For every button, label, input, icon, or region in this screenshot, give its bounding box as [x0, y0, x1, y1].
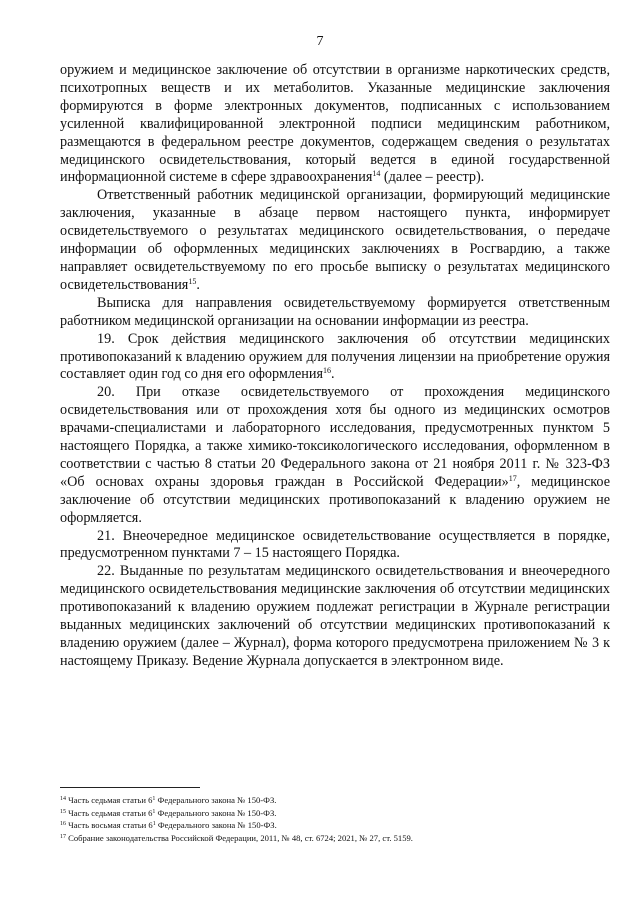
- paragraph: [60, 331, 610, 385]
- footnote-ref: 1: [152, 821, 156, 828]
- footnote: [60, 794, 610, 807]
- footnote-ref: 14: [372, 169, 381, 179]
- paragraph: [60, 528, 610, 564]
- document-body: [60, 62, 610, 671]
- paragraph: [60, 295, 610, 331]
- footnote-separator: [60, 787, 200, 788]
- text-run: Выписка для направления освидетельствуемому формируется ответственным работником медицинской организации на основании информации из реестра.: [60, 294, 610, 329]
- paragraph: [60, 384, 610, 527]
- text-run: Собрание законодательства Российской Федерации, 2011, № 48, ст. 6724; 2021, № 27, ст. 5159.: [68, 832, 413, 843]
- footnote-ref: 15: [188, 276, 197, 286]
- text-run: Федерального закона № 150-ФЗ.: [155, 820, 277, 831]
- footnote: [60, 832, 610, 845]
- footnote-ref: 17: [508, 473, 517, 483]
- text-run: Часть седьмая статьи 6: [68, 807, 153, 818]
- text-run: 20. При отказе освидетельствуемого от прохождения медицинского освидетельствования или от прохождения хотя бы одного из медицинских осмотров врачами-специалистами и лабораторного исследования, предусмотренных пунктом 5 настоящего Порядка, а также химико-токсикологического исследования, оформленном в соответствии с частью 8 статьи 20 Федерального закона от 21 ноября 2011 г. № 323-ФЗ «Об основах охраны здоровья граждан в Российской Федерации»: [60, 384, 610, 490]
- text-run: (далее – реестр).: [380, 169, 485, 186]
- footnote-number: 15: [60, 808, 66, 815]
- footnote: [60, 819, 610, 832]
- text-run: , медицинское заключение об отсутствии медицинских противопоказаний к владению оружием не оформляется.: [60, 473, 610, 526]
- text-run: 21. Внеочередное медицинское освидетельствование осуществляется в порядке, предусмотренном пунктами 7 – 15 настоящего Порядка.: [60, 527, 610, 562]
- text-run: Федерального закона № 150-ФЗ.: [155, 795, 277, 805]
- footnote-ref: 16: [322, 366, 331, 376]
- text-run: 19. Срок действия медицинского заключения об отсутствии медицинских противопоказаний к владению оружием для получения лицензии на приобретение оружия составляет один год со дня его оформления: [60, 330, 610, 383]
- footnote-ref: 1: [152, 808, 156, 815]
- paragraph: [60, 563, 610, 670]
- text-run: 22. Выданные по результатам медицинского освидетельствования и внеочередного медицинского освидетельствования медицинские заключения об отсутствии медицинских противопоказаний к владению оружием подлежат регистрации в Журнале регистрации выданных медицинских заключений об отсутствии медицинских противопоказаний к владению оружием (далее – Журнал), форма которого предусмотрена приложением № 3 к настоящему Приказу. Ведение Журнала допускается в электронном виде.: [60, 563, 610, 669]
- text-run: оружием и медицинское заключение об отсутствии в организме наркотических средств, психотропных веществ и их метаболитов. Указанные медицинские заключения формируются в форме электронных документов, подписанных с использованием усиленной квалифицированной электронной подписи медицинским работником, размещаются в федеральном реестре документов, содержащем сведения о результатах медицинского освидетельствования, который ведется в единой государственной информационной системе в сфере здравоохранения: [60, 62, 610, 186]
- footnote-ref: 1: [152, 796, 156, 802]
- paragraph: [60, 62, 610, 187]
- text-run: Часть седьмая статьи 6: [68, 795, 153, 805]
- text-run: Федерального закона № 150-ФЗ.: [155, 807, 277, 818]
- page-number: 7: [316, 34, 324, 49]
- text-run: Часть восьмая статьи 6: [68, 820, 153, 831]
- footnote-number: 16: [60, 821, 66, 828]
- text-run: .: [196, 276, 200, 293]
- footnote-number: 17: [60, 833, 66, 840]
- text-run: Ответственный работник медицинской организации, формирующий медицинские заключения, указанные в абзаце первом настоящего пункта, информирует освидетельствуемого о результатах медицинского освидетельствования, о передаче информации об оформленных медицинских заключениях в Росгвардию, а также направляет освидетельствуемому по его просьбе выписку о результатах медицинского освидетельствования: [60, 187, 610, 293]
- paragraph: [60, 187, 610, 294]
- text-run: .: [330, 366, 335, 383]
- footnote: [60, 807, 610, 820]
- footnote-number: 14: [60, 796, 66, 802]
- footnotes: [60, 794, 610, 844]
